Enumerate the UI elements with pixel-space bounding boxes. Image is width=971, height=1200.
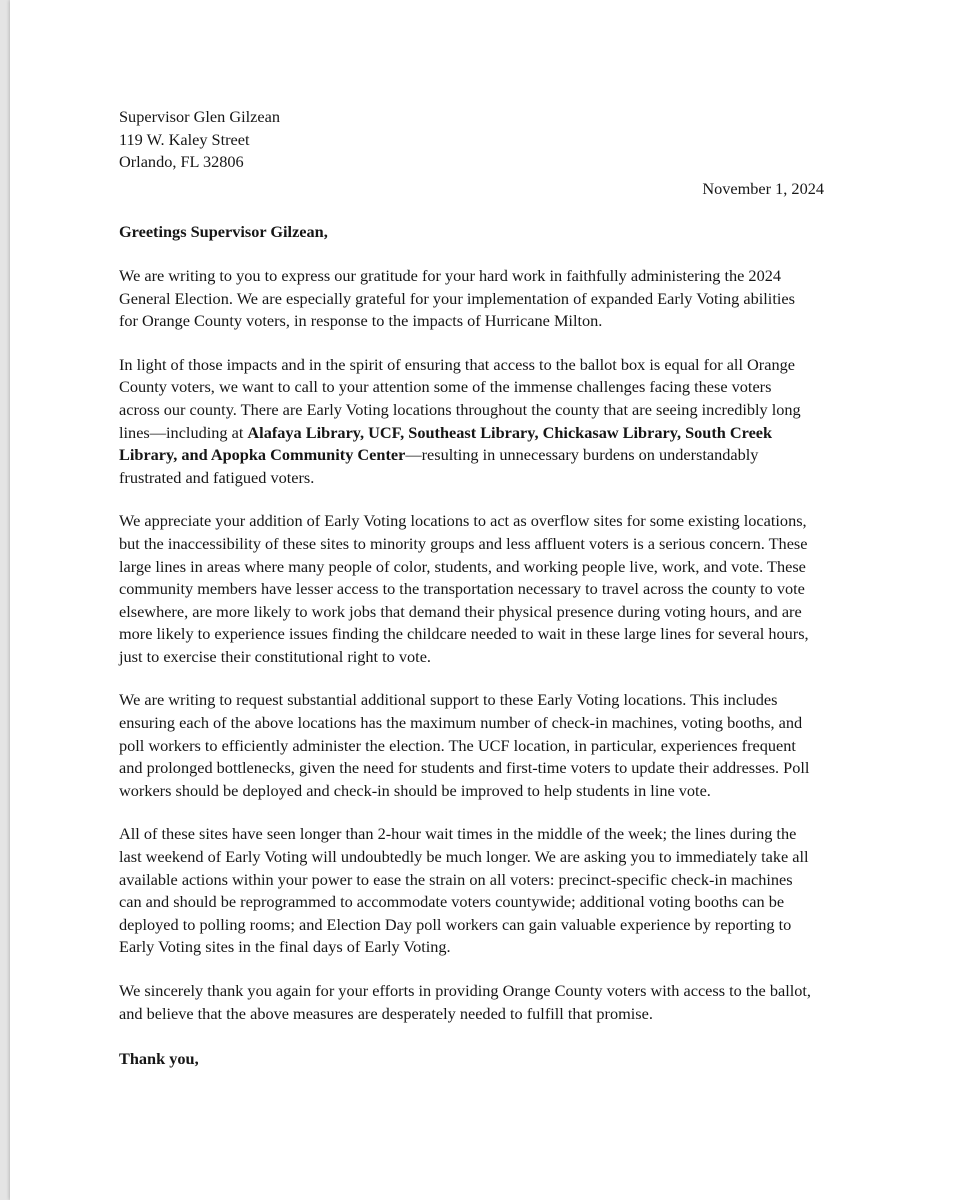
recipient-street: 119 W. Kaley Street — [119, 129, 250, 149]
text-line: last weekend of Early Voting will undoubtedly be much longer. We are asking you to immediately take all — [119, 847, 809, 867]
text-line: In light of those impacts and in the spirit of ensuring that access to the ballot box is equal for all Orange — [119, 354, 795, 374]
text-line: We appreciate your addition of Early Voting locations to act as overflow sites for some existing locations, — [119, 511, 807, 531]
letter-body — [119, 106, 899, 1071]
text-line: We sincerely thank you again for your efforts in providing Orange County voters with access to the ballot, — [119, 981, 811, 1000]
text-line: for Orange County voters, in response to the impacts of Hurricane Milton. — [119, 311, 603, 331]
paragraph-overflow-sites — [119, 510, 899, 668]
closing: Thank you, — [119, 1049, 199, 1069]
text-line: can and should be reprogrammed to accommodate voters countywide; additional voting booths can be — [119, 892, 785, 912]
text-line: across our county. There are Early Voting locations throughout the county that are seeing incredibly long — [119, 399, 801, 419]
text-line: and prolonged bottlenecks, given the need for students and first-time voters to update their addresses. Poll — [119, 758, 810, 778]
text-line — [119, 444, 899, 467]
text-line — [119, 422, 899, 445]
paragraph-wait-times — [119, 823, 899, 959]
text-line: Early Voting sites in the final days of Early Voting. — [119, 937, 451, 957]
locations-list-bold: Library, and Apopka Community Center — [119, 445, 406, 465]
text-line: just to exercise their constitutional right to vote. — [119, 646, 431, 666]
text-line: General Election. We are especially grateful for your implementation of expanded Early Voting abilities — [119, 288, 795, 308]
text-line: large lines in areas where many people of color, students, and working people live, work, and vote. These — [119, 556, 806, 576]
greeting: Greetings Supervisor Gilzean, — [119, 222, 328, 242]
recipient-address — [119, 106, 899, 174]
paragraph-request — [119, 689, 899, 802]
text-line: County voters, we want to call to your attention some of the immense challenges facing these voters — [119, 377, 772, 397]
text-run: lines—including at — [119, 422, 248, 442]
text-line: available actions within your power to ease the strain on all voters: precinct-specific check-in machines — [119, 869, 793, 889]
text-line: but the inaccessibility of these sites to minority groups and less affluent voters is a serious concern. These — [119, 533, 808, 553]
locations-list-bold: Alafaya Library, UCF, Southeast Library, Chickasaw Library, South Creek — [247, 422, 773, 442]
text-line: ensuring each of the above locations has the maximum number of check-in machines, voting booths, and — [119, 713, 803, 733]
text-line: workers should be deployed and check-in should be improved to help students in line vote. — [119, 780, 711, 800]
letter-date: November 1, 2024 — [702, 178, 824, 198]
text-line: frustrated and fatigued voters. — [119, 467, 315, 487]
text-line: We are writing to request substantial additional support to these Early Voting locations. This includes — [119, 690, 778, 710]
text-line: community members have lesser access to the transportation necessary to travel across the county to vote — [119, 579, 805, 599]
text-line: deployed to polling rooms; and Election Day poll workers can gain valuable experience by reporting to — [119, 914, 792, 934]
text-run: —resulting in unnecessary burdens on understandably — [405, 445, 759, 465]
text-line: We are writing to you to express our gratitude for your hard work in faithfully administering the 2024 — [119, 265, 781, 285]
recipient-name: Supervisor Glen Gilzean — [119, 107, 280, 126]
text-line: poll workers to efficiently administer the election. The UCF location, in particular, experiences frequent — [119, 735, 796, 755]
paragraph-gratitude — [119, 265, 899, 333]
letter-page — [10, 0, 971, 1200]
paragraph-challenges — [119, 354, 899, 490]
text-line: elsewhere, are more likely to work jobs that demand their physical presence during voting hours, and are — [119, 601, 802, 621]
text-line: and believe that the above measures are desperately needed to fulfill that promise. — [119, 1003, 653, 1023]
paragraph-thanks — [119, 980, 899, 1025]
text-line: more likely to experience issues finding the childcare needed to wait in these large lines for several hours, — [119, 624, 809, 644]
recipient-city: Orlando, FL 32806 — [119, 152, 244, 172]
text-line: All of these sites have seen longer than 2-hour wait times in the middle of the week; the lines during the — [119, 824, 797, 844]
